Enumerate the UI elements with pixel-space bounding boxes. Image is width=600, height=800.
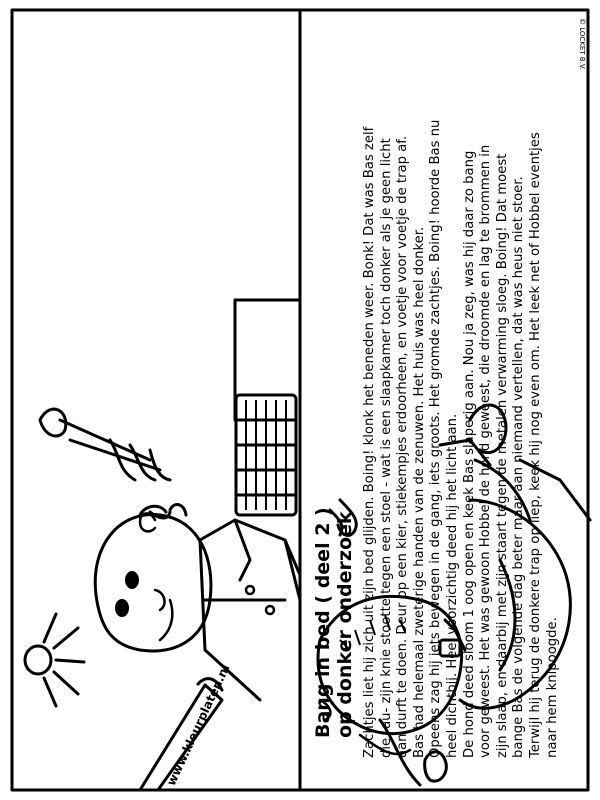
sun-drawing <box>25 614 84 706</box>
boy-eye-left <box>125 571 139 589</box>
bannister-drawing <box>140 300 300 790</box>
story-title <box>312 118 356 738</box>
story-panel <box>300 0 600 800</box>
story-content <box>312 118 582 758</box>
wall-lamp-drawing <box>40 409 170 480</box>
story-paragraph-3: De hond deed sloom 1 oog open en keek Bas slaperig aan. Nou ja zeg, was hij daar zo bang voor geweest. Het was gewoon Hobbel de hond geweest, die droomde en lag te brommen in zijn slaap, en daarbij met zijn staart tegen de metalen verwarming sloeg. Boing! Dat moest bange Bas de volgende dag beter maar aan niemand vertellen, dat was heus niet stoer. <box>461 144 527 758</box>
boy-nose <box>155 590 165 610</box>
copyright-notice: © LOCKET B.V. <box>578 18 586 70</box>
story-title-line-2: op donker onderzoek <box>334 511 356 738</box>
story-paragraph-4: Terwijl hij terug de donkere trap op liep, keek hij nog even om. Het leek net of Hobbel eventjes naar hem knipoogde. <box>527 132 560 758</box>
story-paragraph-2: Opeens zag hij iets bewegen in de gang, iets groots. Het gromde zachtjes. Boing! hoorde Bas nu heel dichtbij. Heel voorzichtig deed hij het licht aan. <box>428 119 460 758</box>
boy-eye-right <box>115 599 129 617</box>
shirt-button-1 <box>246 586 254 594</box>
story-title-line-1: Bang in bed ( deel 2 ) <box>312 507 334 738</box>
shirt-button-2 <box>266 606 274 614</box>
site-url-label: www.kleurplaten.nl <box>164 662 233 788</box>
story-paragraph-1: Zachtjes liet hij zich uit zijn bed glijden. Boing! klonk het beneden weer. Bonk! Dat was Bas zelf die -au- zijn knie stootte tegen een stoel - wat is een slaapkamer toch donker als je geen licht aan durft te doen. Deur op een kier, stiekempjes erdoorheen, en voetje voor voetje de trap af. Bas had helemaal zweterige handen van de zenuwen. Het huis was heel donker. <box>362 126 427 758</box>
boy-mouth <box>160 600 172 640</box>
story-body <box>362 118 561 758</box>
boy-head-drawing <box>95 505 211 651</box>
